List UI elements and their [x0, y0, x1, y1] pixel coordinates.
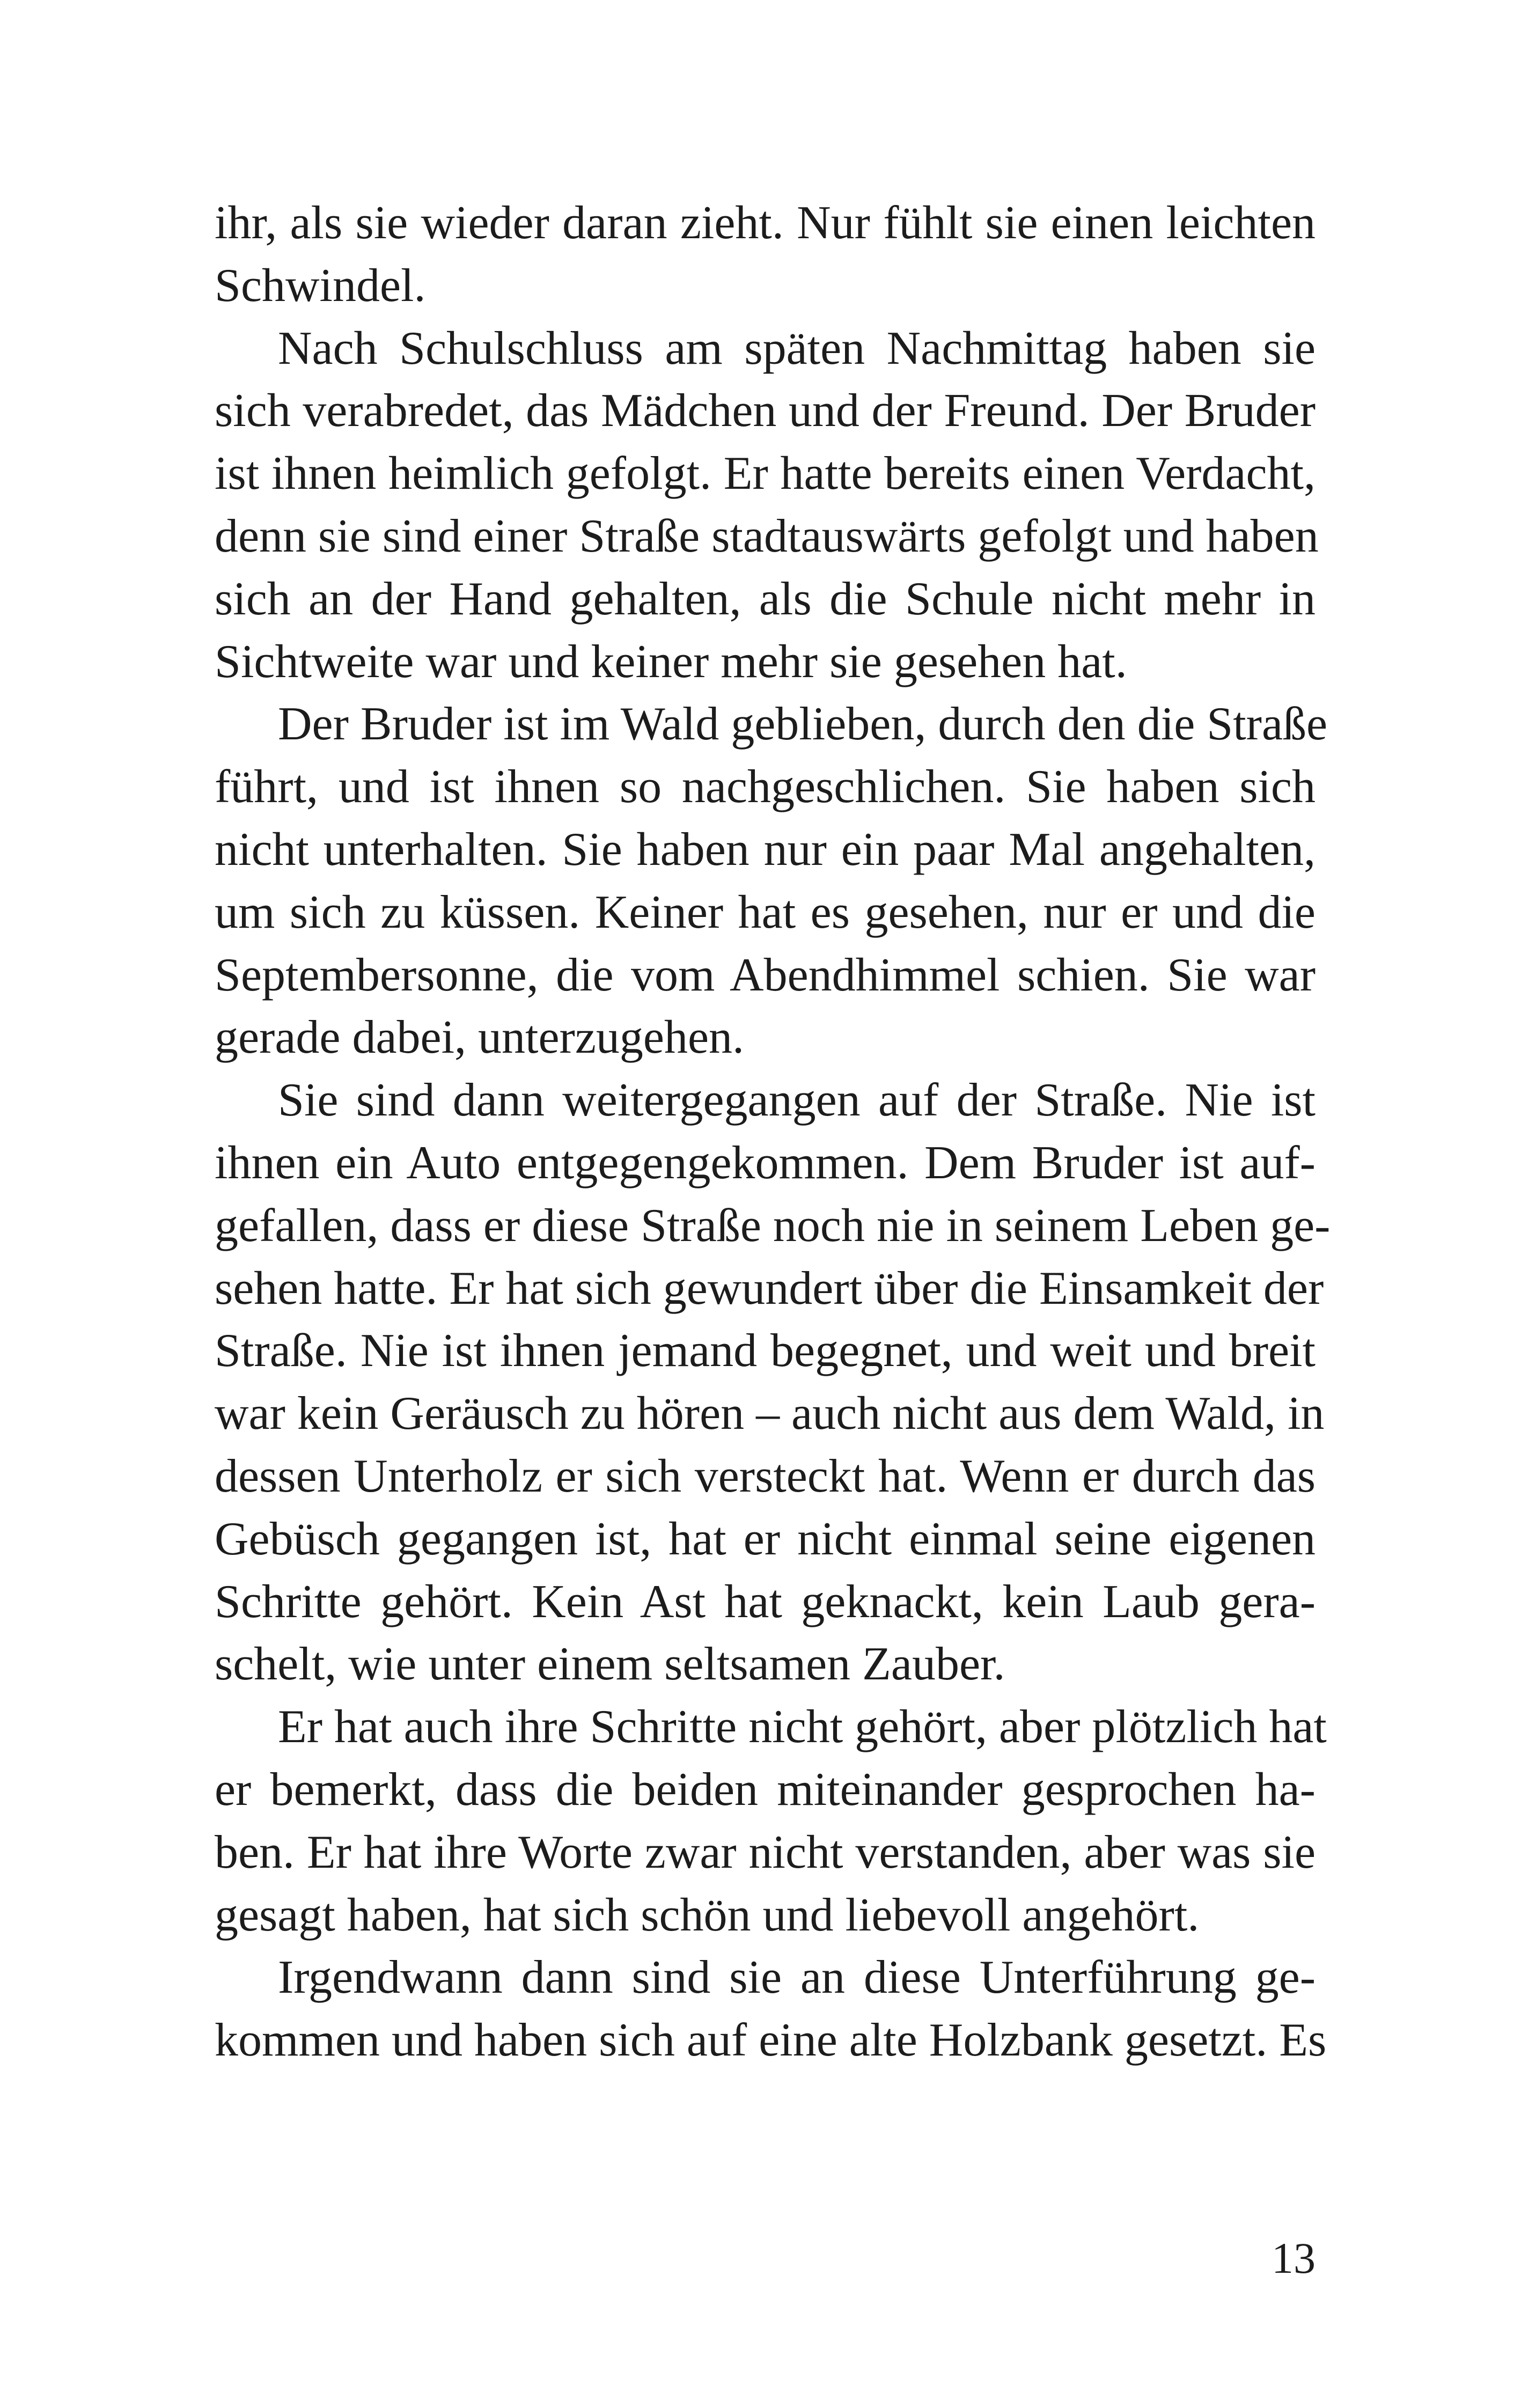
text-line: sich an der Hand gehalten, als die Schule nicht mehr in: [215, 572, 1316, 625]
text-line: schelt, wie unter einem seltsamen Zauber.: [215, 1638, 1005, 1691]
text-line: Schwindel.: [215, 259, 426, 312]
text-line: ben. Er hat ihre Worte zwar nicht verstanden, aber was sie: [215, 1826, 1316, 1878]
text-line: sich verabredet, das Mädchen und der Freund. Der Bruder: [215, 385, 1316, 437]
text-line: Schritte gehört. Kein Ast hat geknackt, kein Laub gera-: [215, 1575, 1316, 1628]
paragraph: [215, 1069, 1331, 1696]
text-line: sehen hatte. Er hat sich gewundert über die Einsamkeit der: [215, 1262, 1324, 1315]
text-line: Gebüsch gegangen ist, hat er nicht einmal seine eigenen: [215, 1513, 1316, 1565]
text-line: Sie sind dann weitergegangen auf der Straße. Nie ist: [278, 1074, 1316, 1127]
text-line: dessen Unterholz er sich versteckt hat. Wenn er durch das: [215, 1450, 1316, 1502]
page-body-text: [215, 192, 1331, 2072]
text-line: Der Bruder ist im Wald geblieben, durch den die Straße: [278, 698, 1328, 751]
paragraph: [215, 1947, 1327, 2072]
text-line: Septembersonne, die vom Abendhimmel schien. Sie war: [215, 949, 1316, 1001]
text-line: gerade dabei, unterzugehen.: [215, 1011, 745, 1064]
paragraph: [215, 1696, 1327, 1947]
page-number: 13: [1272, 2234, 1316, 2282]
text-line: er bemerkt, dass die beiden miteinander gesprochen ha-: [215, 1763, 1316, 1816]
text-line: ihnen ein Auto entgegengekommen. Dem Bruder ist auf-: [215, 1136, 1316, 1189]
text-line: Er hat auch ihre Schritte nicht gehört, aber plötzlich hat: [278, 1701, 1327, 1753]
text-line: führt, und ist ihnen so nachgeschlichen. Sie haben sich: [215, 761, 1316, 813]
text-line: ist ihnen heimlich gefolgt. Er hatte bereits einen Verdacht,: [215, 447, 1316, 500]
text-line: Sichtweite war und keiner mehr sie gesehen hat.: [215, 635, 1127, 688]
text-line: kommen und haben sich auf eine alte Holzbank gesetzt. Es: [215, 2014, 1327, 2067]
text-line: war kein Geräusch zu hören – auch nicht aus dem Wald, in: [215, 1387, 1325, 1440]
text-line: nicht unterhalten. Sie haben nur ein paar Mal angehalten,: [215, 823, 1316, 876]
text-line: Straße. Nie ist ihnen jemand begegnet, und weit und breit: [215, 1325, 1316, 1377]
text-line: denn sie sind einer Straße stadtauswärts gefolgt und haben: [215, 510, 1319, 562]
paragraph: [215, 693, 1328, 1069]
paragraph: [215, 192, 1316, 318]
text-line: Irgendwann dann sind sie an diese Unterführung ge-: [278, 1951, 1316, 2004]
text-line: ihr, als sie wieder daran zieht. Nur fühlt sie einen leichten: [215, 197, 1316, 249]
text-line: um sich zu küssen. Keiner hat es gesehen, nur er und die: [215, 886, 1316, 938]
paragraph: [215, 318, 1319, 694]
text-line: gefallen, dass er diese Straße noch nie in seinem Leben ge-: [215, 1199, 1331, 1252]
text-line: gesagt haben, hat sich schön und liebevoll angehört.: [215, 1889, 1200, 1941]
text-line: Nach Schulschluss am späten Nachmittag haben sie: [278, 322, 1316, 375]
